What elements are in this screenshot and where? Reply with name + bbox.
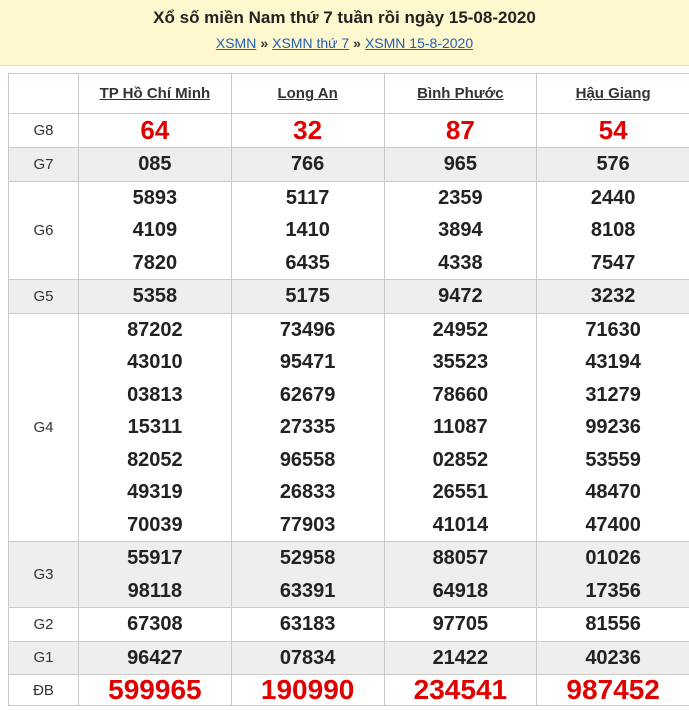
prize-cell — [79, 181, 232, 280]
prize-cell — [384, 608, 537, 642]
prize-number: 32 — [293, 115, 323, 145]
prize-cell — [384, 148, 537, 182]
prize-number: 73496 — [279, 318, 336, 341]
breadcrumb-link-xsmn-thu-7[interactable]: XSMN thứ 7 — [272, 35, 350, 51]
prize-cell — [231, 608, 384, 642]
prize-number: 27335 — [279, 416, 336, 438]
prize-number: 2359 — [438, 186, 483, 209]
prize-number: 02852 — [432, 448, 489, 471]
prize-number: 62679 — [279, 383, 336, 406]
prize-number: 55917 — [127, 547, 183, 569]
prize-row-g3 — [9, 542, 689, 608]
page-header — [0, 0, 689, 66]
prize-cell — [537, 114, 689, 148]
breadcrumb-link-xsmn[interactable]: XSMN — [215, 35, 257, 51]
prize-number: 5117 — [285, 186, 330, 209]
prize-cell — [537, 542, 689, 608]
prize-number: 24952 — [432, 318, 489, 341]
prize-row-g7 — [9, 148, 689, 182]
prize-number: 5175 — [285, 285, 330, 307]
prize-row-g6 — [9, 181, 689, 280]
prize-number: 987452 — [566, 674, 660, 705]
prize-row-g8 — [9, 114, 689, 148]
prize-label: G2 — [9, 608, 79, 642]
prize-number: 01026 — [585, 547, 641, 569]
prize-number: 64918 — [432, 579, 489, 602]
prize-number: 67308 — [127, 613, 183, 635]
prize-number: 11087 — [433, 416, 488, 438]
prize-cell — [384, 181, 537, 280]
prize-label: G1 — [9, 641, 79, 675]
prize-number: 77903 — [279, 513, 336, 536]
prize-cell — [537, 608, 689, 642]
prize-cell — [537, 148, 689, 182]
prize-cell — [231, 181, 384, 280]
prize-number: 88057 — [432, 547, 489, 569]
corner-cell — [9, 74, 79, 114]
prize-number: 2440 — [590, 186, 636, 209]
prize-number: 43194 — [585, 351, 641, 373]
prize-cell — [231, 542, 384, 608]
prize-number: 64 — [140, 115, 170, 145]
prize-label: G7 — [9, 148, 79, 182]
prize-cell — [384, 641, 537, 675]
prize-number: 1410 — [285, 219, 330, 241]
prize-cell — [79, 114, 232, 148]
prize-number: 98118 — [127, 579, 183, 602]
prize-number: 15311 — [127, 416, 183, 438]
prize-number: 47400 — [585, 513, 641, 536]
prize-number: 26833 — [279, 481, 336, 503]
prize-cell — [231, 114, 384, 148]
province-link[interactable]: Long An — [277, 85, 338, 102]
prize-label: G5 — [9, 280, 79, 314]
prize-number: 49319 — [127, 481, 183, 503]
prize-number: 03813 — [127, 383, 183, 406]
prize-cell — [537, 280, 689, 314]
prize-cell — [79, 675, 232, 706]
prize-number: 35523 — [432, 351, 489, 373]
prize-cell — [384, 542, 537, 608]
prize-number: 87202 — [127, 318, 183, 341]
prize-cell — [79, 542, 232, 608]
province-header-row — [9, 74, 689, 114]
prize-cell — [79, 280, 232, 314]
prize-number: 3894 — [438, 219, 483, 241]
province-link[interactable]: Hậu Giang — [575, 85, 651, 102]
prize-number: 71630 — [585, 318, 641, 341]
prize-number: 48470 — [585, 481, 641, 503]
province-header — [231, 74, 384, 114]
prize-label: G8 — [9, 114, 79, 148]
prize-rows — [9, 114, 689, 706]
prize-number: 07834 — [279, 646, 336, 669]
prize-cell — [384, 280, 537, 314]
prize-number: 085 — [138, 153, 172, 175]
prize-label: ĐB — [9, 675, 79, 706]
prize-number: 576 — [596, 153, 630, 175]
prize-number: 96558 — [279, 448, 336, 471]
prize-number: 40236 — [585, 646, 641, 669]
breadcrumb — [0, 35, 689, 51]
prize-number: 31279 — [585, 383, 641, 406]
prize-number: 7547 — [590, 251, 636, 274]
prize-cell — [537, 675, 689, 706]
prize-number: 190990 — [260, 674, 355, 705]
prize-number: 63391 — [279, 579, 336, 602]
results-table — [8, 73, 689, 706]
prize-number: 53559 — [585, 448, 641, 471]
breadcrumb-link-xsmn-date[interactable]: XSMN 15-8-2020 — [364, 35, 474, 51]
prize-cell — [79, 608, 232, 642]
page-title: Xổ số miền Nam thứ 7 tuần rồi ngày 15-08-2020 — [153, 8, 536, 27]
prize-number: 9472 — [438, 285, 483, 307]
prize-cell — [231, 641, 384, 675]
prize-row-g5 — [9, 280, 689, 314]
prize-number: 70039 — [127, 513, 183, 536]
prize-cell — [384, 675, 537, 706]
prize-cell — [384, 114, 537, 148]
prize-cell — [79, 313, 232, 542]
province-header — [384, 74, 537, 114]
prize-number: 7820 — [132, 251, 178, 274]
prize-row-g2 — [9, 608, 689, 642]
prize-number: 63183 — [279, 613, 336, 635]
prize-number: 4338 — [438, 251, 483, 274]
prize-number: 52958 — [279, 547, 336, 569]
province-header — [79, 74, 232, 114]
prize-cell — [231, 675, 384, 706]
prize-number: 43010 — [127, 351, 183, 373]
prize-number: 21422 — [432, 646, 489, 669]
prize-cell — [537, 641, 689, 675]
prize-number: 234541 — [413, 674, 508, 705]
prize-number: 82052 — [127, 448, 183, 471]
prize-number: 99236 — [585, 416, 641, 438]
prize-number: 3232 — [590, 285, 636, 307]
prize-number: 96427 — [127, 646, 183, 669]
prize-number: 26551 — [432, 481, 489, 503]
breadcrumb-separator: » — [260, 35, 269, 51]
prize-number: 766 — [290, 153, 325, 175]
prize-cell — [231, 313, 384, 542]
prize-cell — [79, 641, 232, 675]
prize-cell — [537, 181, 689, 280]
prize-number: 965 — [443, 153, 478, 175]
prize-number: 6435 — [285, 251, 330, 274]
prize-cell — [537, 313, 689, 542]
prize-number: 8108 — [590, 219, 636, 241]
prize-cell — [231, 148, 384, 182]
prize-number: 5893 — [132, 186, 178, 209]
prize-number: 599965 — [108, 674, 202, 705]
prize-number: 54 — [598, 115, 628, 145]
prize-cell — [231, 280, 384, 314]
province-link[interactable]: Bình Phước — [417, 85, 504, 102]
prize-number: 4109 — [132, 219, 178, 241]
province-header — [537, 74, 689, 114]
province-link[interactable]: TP Hồ Chí Minh — [99, 85, 211, 102]
prize-row-g1 — [9, 641, 689, 675]
prize-label: G4 — [9, 313, 79, 542]
prize-number: 97705 — [432, 613, 489, 635]
prize-row-g4 — [9, 313, 689, 542]
prize-cell — [79, 148, 232, 182]
prize-number: 5358 — [132, 285, 178, 307]
breadcrumb-separator: » — [353, 35, 361, 51]
prize-number: 81556 — [585, 613, 641, 635]
prize-label: G6 — [9, 181, 79, 280]
prize-row-db — [9, 675, 689, 706]
prize-number: 17356 — [585, 579, 641, 602]
prize-number: 87 — [445, 115, 475, 145]
prize-cell — [384, 313, 537, 542]
prize-number: 78660 — [432, 383, 489, 406]
prize-label: G3 — [9, 542, 79, 608]
prize-number: 41014 — [432, 513, 489, 536]
prize-number: 95471 — [279, 351, 336, 373]
